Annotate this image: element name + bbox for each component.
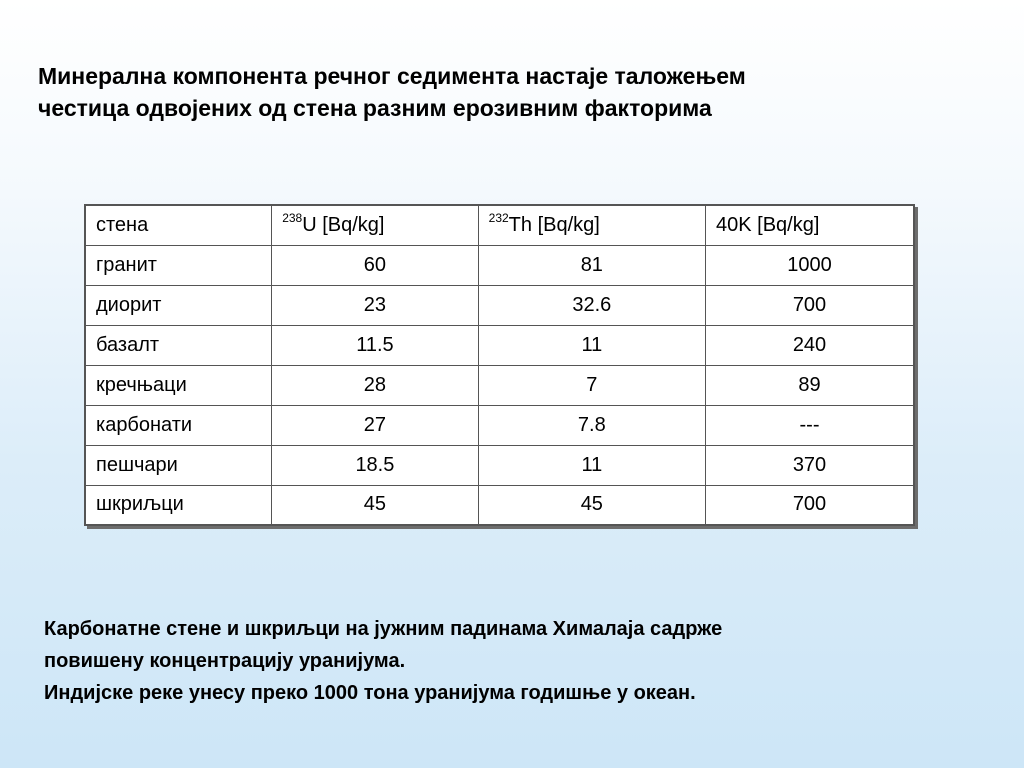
table-row <box>85 445 914 485</box>
radioactivity-table <box>84 204 915 526</box>
header-thorium-label: Th [Bq/kg] <box>508 213 600 236</box>
table-row <box>85 365 914 405</box>
table-row <box>85 325 914 365</box>
thorium-value-cell: 81 <box>478 245 705 285</box>
header-cell-potassium <box>706 205 915 245</box>
header-thorium-mass-number: 232 <box>488 210 509 225</box>
potassium-value-cell: 700 <box>706 285 915 325</box>
notes-line-2: повишену концентрацију уранијума. <box>44 650 406 672</box>
header-cell-rock <box>85 205 272 245</box>
thorium-value-cell: 11 <box>478 445 705 485</box>
potassium-value-cell: 1000 <box>706 245 915 285</box>
header-cell-thorium <box>478 205 705 245</box>
uranium-value-cell: 23 <box>272 285 478 325</box>
thorium-value-cell: 7.8 <box>478 405 705 445</box>
rock-name-cell: пешчари <box>85 445 272 485</box>
potassium-value-cell: --- <box>706 405 915 445</box>
uranium-value-cell: 45 <box>272 485 478 525</box>
rock-name-cell: карбонати <box>85 405 272 445</box>
table-header-row <box>85 205 914 245</box>
uranium-value-cell: 18.5 <box>272 445 478 485</box>
thorium-value-cell: 45 <box>478 485 705 525</box>
thorium-value-cell: 32.6 <box>478 285 705 325</box>
uranium-value-cell: 11.5 <box>272 325 478 365</box>
slide-title <box>38 60 998 124</box>
table-row <box>85 285 914 325</box>
header-potassium-label: 40K [Bq/kg] <box>716 213 820 236</box>
potassium-value-cell: 89 <box>706 365 915 405</box>
thorium-value-cell: 7 <box>478 365 705 405</box>
rock-name-cell: шкриљци <box>85 485 272 525</box>
header-cell-uranium <box>272 205 478 245</box>
title-line-1: Минерална компонента речног седимента настаје таложењем <box>38 63 746 89</box>
table-row <box>85 405 914 445</box>
notes-line-1: Карбонатне стене и шкриљци на јужним падинама Хималаја садрже <box>44 618 723 640</box>
rock-name-cell: гранит <box>85 245 272 285</box>
slide-notes <box>44 613 1004 709</box>
uranium-value-cell: 28 <box>272 365 478 405</box>
notes-line-3: Индијске реке унесу преко 1000 тона уранијума годишње у океан. <box>44 682 696 704</box>
table-row <box>85 245 914 285</box>
rock-name-cell: диорит <box>85 285 272 325</box>
rock-name-cell: базалт <box>85 325 272 365</box>
potassium-value-cell: 240 <box>706 325 915 365</box>
thorium-value-cell: 11 <box>478 325 705 365</box>
header-uranium-mass-number: 238 <box>282 210 303 225</box>
header-rock-label: стена <box>96 213 149 236</box>
uranium-value-cell: 60 <box>272 245 478 285</box>
uranium-value-cell: 27 <box>272 405 478 445</box>
header-uranium-label: U [Bq/kg] <box>302 213 385 236</box>
table-row <box>85 485 914 525</box>
rock-name-cell: кречњаци <box>85 365 272 405</box>
title-line-2: честица одвојених од стена разним ерозивним факторима <box>38 95 712 121</box>
potassium-value-cell: 370 <box>706 445 915 485</box>
potassium-value-cell: 700 <box>706 485 915 525</box>
